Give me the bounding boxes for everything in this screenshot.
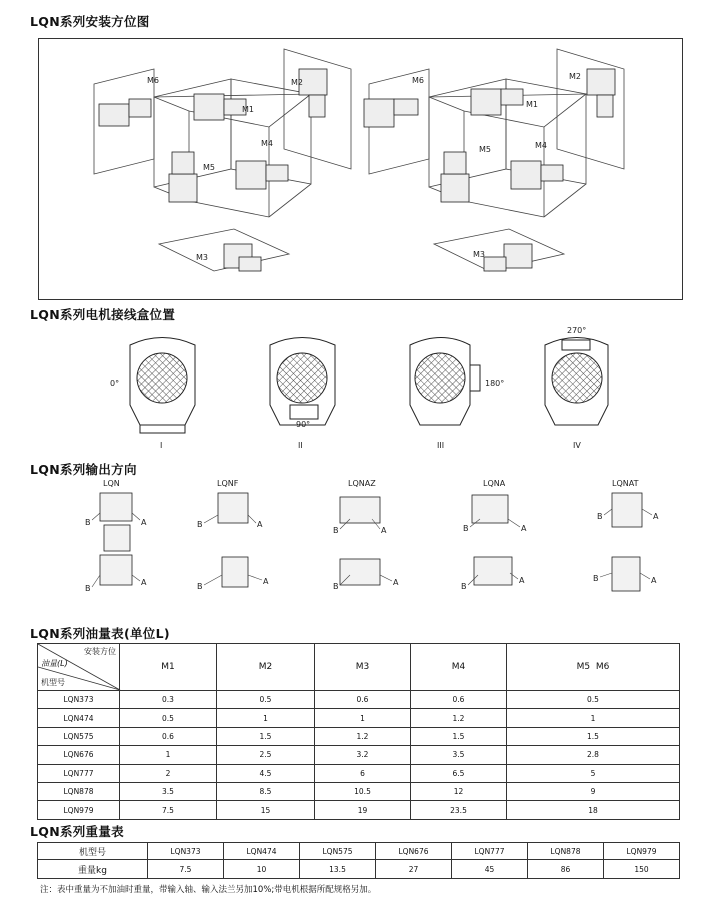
weight-row1-label: 机型号 xyxy=(38,843,148,860)
angle-0: 0° xyxy=(110,379,120,388)
oil-value-cell: 19 xyxy=(315,801,411,819)
oil-value-cell: 9 xyxy=(507,782,680,800)
oil-value-cell: 1.5 xyxy=(507,727,680,745)
label-a: A xyxy=(651,576,657,585)
oil-value-cell: 2 xyxy=(120,764,217,782)
oil-value-cell: 3.5 xyxy=(120,782,217,800)
label-a: A xyxy=(519,576,525,585)
weight-section-title: LQN系列重量表 xyxy=(30,824,124,839)
oil-value-cell: 1 xyxy=(120,746,217,764)
label-b: B xyxy=(333,526,339,535)
weight-model-cell: LQN676 xyxy=(376,843,452,860)
weight-value-cell: 13.5 xyxy=(300,860,376,879)
oil-corner-cell xyxy=(38,644,120,691)
install-diagram-frame xyxy=(38,38,683,300)
oil-value-cell: 1.5 xyxy=(217,727,315,745)
label-a: A xyxy=(141,578,147,587)
label-a: A xyxy=(653,512,659,521)
label-m3-right: M3 xyxy=(473,250,485,259)
label-b: B xyxy=(593,574,599,583)
oil-value-cell: 3.5 xyxy=(411,746,507,764)
label-b: B xyxy=(85,518,91,527)
model-cell: LQN777 xyxy=(38,764,120,782)
col-m5-m6: M5 M6 xyxy=(507,644,680,691)
label-a: A xyxy=(393,578,399,587)
weight-value-cell: 86 xyxy=(528,860,604,879)
table-row xyxy=(38,709,680,727)
weight-row2-label: 重量kg xyxy=(38,860,148,879)
weight-value-cell: 150 xyxy=(604,860,680,879)
weight-model-cell: LQN878 xyxy=(528,843,604,860)
oil-value-cell: 0.6 xyxy=(120,727,217,745)
weight-value-cell: 27 xyxy=(376,860,452,879)
weight-model-cell: LQN474 xyxy=(224,843,300,860)
angle-270: 270° xyxy=(567,326,587,335)
output-diagram xyxy=(0,475,714,615)
label-a: A xyxy=(381,526,387,535)
label-a: A xyxy=(257,520,263,529)
oil-table-header xyxy=(38,644,680,691)
table-row xyxy=(38,691,680,709)
label-a: A xyxy=(521,524,527,533)
model-cell: LQN373 xyxy=(38,691,120,709)
label-b: B xyxy=(197,582,203,591)
table-row xyxy=(38,801,680,819)
label-m6-right: M6 xyxy=(412,76,424,85)
footnote: 注：表中重量为不加油时重量，带输入轴、输入法兰另加10%;带电机根据所配规格另加。 xyxy=(40,885,377,895)
label-m4-right: M4 xyxy=(535,141,547,150)
output-type-lqn: LQN xyxy=(103,479,120,488)
oil-value-cell: 1 xyxy=(507,709,680,727)
weight-model-cell: LQN575 xyxy=(300,843,376,860)
oil-value-cell: 1 xyxy=(315,709,411,727)
model-cell: LQN575 xyxy=(38,727,120,745)
oil-value-cell: 1.5 xyxy=(411,727,507,745)
oil-value-cell: 3.2 xyxy=(315,746,411,764)
label-m5-left: M5 xyxy=(203,163,215,172)
table-row xyxy=(38,727,680,745)
label-b: B xyxy=(463,524,469,533)
weight-value-cell: 10 xyxy=(224,860,300,879)
output-type-lqna: LQNA xyxy=(483,479,506,488)
oil-value-cell: 0.5 xyxy=(507,691,680,709)
oil-value-cell: 1 xyxy=(217,709,315,727)
oil-value-cell: 7.5 xyxy=(120,801,217,819)
junction-section-title: LQN系列电机接线盒位置 xyxy=(30,307,176,322)
oil-value-cell: 15 xyxy=(217,801,315,819)
table-row xyxy=(38,764,680,782)
oil-value-cell: 18 xyxy=(507,801,680,819)
label-m4-left: M4 xyxy=(261,139,273,148)
oil-value-cell: 0.3 xyxy=(120,691,217,709)
model-cell: LQN878 xyxy=(38,782,120,800)
label-m5-right: M5 xyxy=(479,145,491,154)
output-section-title: LQN系列输出方向 xyxy=(30,462,137,477)
oil-value-cell: 23.5 xyxy=(411,801,507,819)
corner-oil: 油量(L) xyxy=(41,659,68,668)
numeral-4: IV xyxy=(573,441,581,450)
label-b: B xyxy=(333,582,339,591)
label-b: B xyxy=(597,512,603,521)
corner-model: 机型号 xyxy=(41,678,65,687)
label-a: A xyxy=(263,577,269,586)
numeral-2: II xyxy=(298,441,303,450)
oil-value-cell: 10.5 xyxy=(315,782,411,800)
table-row xyxy=(38,782,680,800)
angle-180: 180° xyxy=(485,379,505,388)
oil-value-cell: 5 xyxy=(507,764,680,782)
weight-table xyxy=(37,842,680,879)
numeral-1: I xyxy=(160,441,163,450)
oil-section-title: LQN系列油量表(单位L) xyxy=(30,626,170,641)
col-m1: M1 xyxy=(120,644,217,691)
weight-value-row xyxy=(38,860,680,879)
label-b: B xyxy=(461,582,467,591)
oil-value-cell: 6 xyxy=(315,764,411,782)
junction-diagram xyxy=(0,320,714,455)
weight-value-cell: 45 xyxy=(452,860,528,879)
oil-value-cell: 8.5 xyxy=(217,782,315,800)
weight-value-cell: 7.5 xyxy=(148,860,224,879)
label-a: A xyxy=(141,518,147,527)
oil-value-cell: 0.6 xyxy=(315,691,411,709)
install-diagram xyxy=(39,39,682,299)
oil-value-cell: 1.2 xyxy=(315,727,411,745)
model-cell: LQN474 xyxy=(38,709,120,727)
label-b: B xyxy=(197,520,203,529)
oil-value-cell: 0.6 xyxy=(411,691,507,709)
label-m1-right: M1 xyxy=(526,100,538,109)
col-m3: M3 xyxy=(315,644,411,691)
oil-value-cell: 2.8 xyxy=(507,746,680,764)
label-m1-left: M1 xyxy=(242,105,254,114)
oil-value-cell: 0.5 xyxy=(120,709,217,727)
label-m2-right: M2 xyxy=(569,72,581,81)
label-m2-left: M2 xyxy=(291,78,303,87)
oil-value-cell: 6.5 xyxy=(411,764,507,782)
label-b: B xyxy=(85,584,91,593)
output-type-lqnf: LQNF xyxy=(217,479,239,488)
install-section-title: LQN系列安装方位图 xyxy=(30,14,150,29)
output-type-lqnaz: LQNAZ xyxy=(348,479,376,488)
oil-value-cell: 1.2 xyxy=(411,709,507,727)
weight-model-cell: LQN979 xyxy=(604,843,680,860)
numeral-3: III xyxy=(437,441,445,450)
table-row xyxy=(38,746,680,764)
label-m3-left: M3 xyxy=(196,253,208,262)
col-m4: M4 xyxy=(411,644,507,691)
oil-value-cell: 4.5 xyxy=(217,764,315,782)
corner-install: 安装方位 xyxy=(84,647,116,656)
oil-table xyxy=(37,643,680,820)
oil-value-cell: 0.5 xyxy=(217,691,315,709)
col-m2: M2 xyxy=(217,644,315,691)
output-type-lqnat: LQNAT xyxy=(612,479,639,488)
oil-value-cell: 2.5 xyxy=(217,746,315,764)
model-cell: LQN676 xyxy=(38,746,120,764)
label-m6-left: M6 xyxy=(147,76,159,85)
oil-value-cell: 12 xyxy=(411,782,507,800)
angle-90: 90° xyxy=(296,420,311,429)
model-cell: LQN979 xyxy=(38,801,120,819)
weight-model-cell: LQN777 xyxy=(452,843,528,860)
weight-model-row xyxy=(38,843,680,860)
weight-model-cell: LQN373 xyxy=(148,843,224,860)
